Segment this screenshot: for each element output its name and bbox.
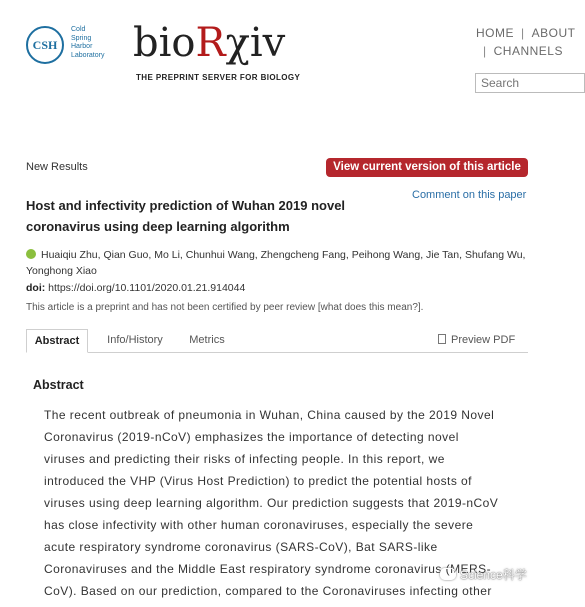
biorxiv-logo[interactable]: bioRχiv [133,20,286,66]
csh-lab-name: Cold Spring Harbor Laboratory [71,26,105,59]
doi-line [26,282,245,294]
abstract-line: has close infectivity with other human coronaviruses, especially the severe [44,518,474,532]
top-nav [476,24,575,60]
abstract-line: CoV). Based on our prediction, compared to the Coronaviruses infecting other [44,584,492,598]
comment-link[interactable]: Comment on this paper [412,189,527,201]
view-current-version-button[interactable]: View current version of this article [326,158,528,177]
csh-seal-icon: CSH [26,26,64,64]
orcid-icon[interactable] [26,249,36,259]
doi-link[interactable]: https://doi.org/10.1101/2020.01.21.914044 [48,282,246,294]
watermark: Science科学 [440,566,527,583]
author-list [26,247,531,279]
article-status: New Results [26,161,88,173]
preprint-disclaimer: This article is a preprint and has not been certified by peer review [what does this mean?]. [26,302,424,313]
tab-metrics[interactable]: Metrics [189,334,225,346]
abstract-line: viruses using deep learning algorithm. Our prediction suggests that 2019-nCoV [44,496,499,510]
doi-label: doi: [26,282,46,294]
search-input[interactable] [475,73,585,93]
abstract-line: The recent outbreak of pneumonia in Wuhan, China caused by the 2019 Novel [44,408,495,422]
nav-separator: | [483,44,487,58]
nav-home-link[interactable]: HOME [476,26,514,40]
abstract-line: viruses and predicting their risks of infecting people. In this report, we [44,452,445,466]
nav-about-link[interactable]: ABOUT [531,26,576,40]
authors-line[interactable]: Huaiqiu Zhu, Qian Guo, Mo Li, Chunhui Wang, Zhengcheng Fang, Peihong Wang, Jie Tan, Shufang Wu, [41,249,526,261]
tab-abstract[interactable]: Abstract [26,329,88,353]
wechat-icon [440,568,456,580]
abstract-line: Coronavirus (2019-nCoV) emphasizes the importance of detecting novel [44,430,459,444]
tabs-divider [26,352,528,353]
tab-info-history[interactable]: Info/History [107,334,163,346]
preview-pdf-link[interactable]: Preview PDF [438,334,515,346]
csh-logo[interactable] [26,24,116,68]
document-icon [438,334,446,344]
nav-channels-link[interactable]: CHANNELS [493,44,563,58]
abstract-line: introduced the VHP (Virus Host Prediction) to predict the potential hosts of [44,474,472,488]
abstract-line: Coronaviruses and the Middle East respiratory syndrome coronavirus (MERS- [44,562,492,576]
article-title: Host and infectivity prediction of Wuhan 2019 novel coronavirus using deep learning algorithm [26,198,346,234]
nav-separator: | [521,26,525,40]
authors-line[interactable]: Yonghong Xiao [26,265,97,277]
site-tagline: THE PREPRINT SERVER FOR BIOLOGY [136,73,301,82]
abstract-line: acute respiratory syndrome coronavirus (SARS-CoV), Bat SARS-like [44,540,438,554]
abstract-heading: Abstract [33,378,84,392]
